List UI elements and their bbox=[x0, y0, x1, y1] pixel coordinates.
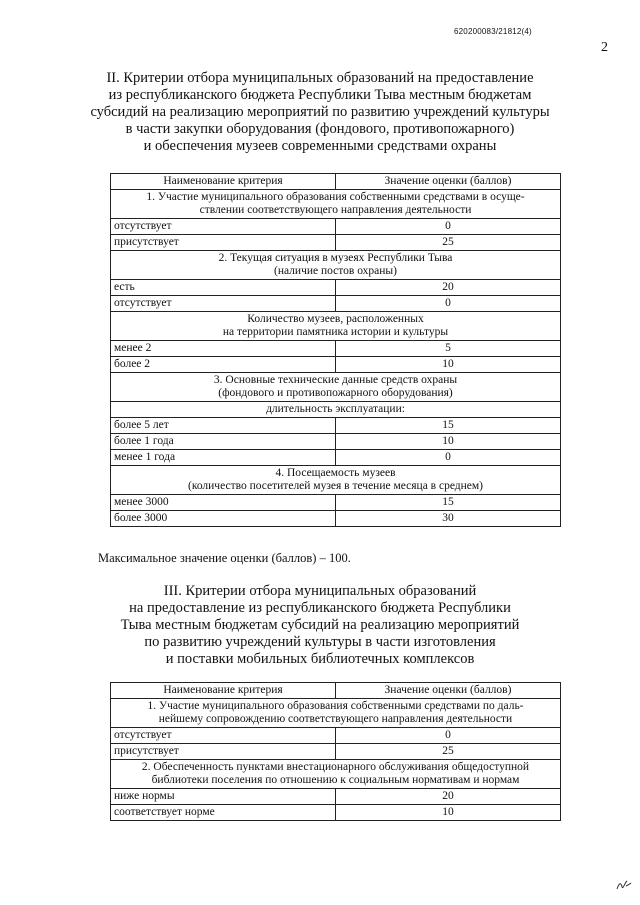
title-line: и обеспечения музеев современными средствами охраны bbox=[143, 138, 497, 154]
group-row bbox=[111, 190, 561, 219]
table-row bbox=[111, 450, 561, 466]
group-row bbox=[111, 402, 561, 418]
criterion-subgroup-museum-count bbox=[111, 312, 561, 341]
group-line: на территории памятника истории и культуры bbox=[222, 326, 449, 338]
table-row bbox=[111, 495, 561, 511]
table-row bbox=[111, 357, 561, 373]
group-line: библиотеки поселения по отношению к социальным нормативам и нормам bbox=[151, 774, 520, 786]
row-value: 15 bbox=[336, 418, 561, 434]
criterion-group-1 bbox=[111, 190, 561, 219]
row-value: 15 bbox=[336, 495, 561, 511]
table-row bbox=[111, 728, 561, 744]
row-value: 0 bbox=[336, 219, 561, 235]
group-line: (количество посетителей музея в течение месяца в среднем) bbox=[187, 480, 483, 492]
table-row bbox=[111, 235, 561, 251]
group-row bbox=[111, 251, 561, 280]
section-2-criteria-table bbox=[110, 173, 561, 527]
row-value: 25 bbox=[336, 744, 561, 760]
group-line: ствлении соответствующего направления деятельности bbox=[199, 204, 472, 216]
row-value: 0 bbox=[336, 728, 561, 744]
criterion-group-2 bbox=[111, 251, 561, 280]
group-line: 1. Участие муниципального образования собственными средствами по даль- bbox=[147, 700, 524, 712]
title-line: по развитию учреждений культуры в части изготовления bbox=[144, 634, 496, 650]
title-line: II. Критерии отбора муниципальных образований на предоставление bbox=[106, 70, 534, 86]
row-label: отсутствует bbox=[111, 728, 336, 744]
column-header-value: Значение оценки (баллов) bbox=[336, 174, 561, 190]
group-line: 3. Основные технические данные средств охраны bbox=[213, 374, 458, 386]
table-row bbox=[111, 341, 561, 357]
row-value: 30 bbox=[336, 511, 561, 527]
group-line: 4. Посещаемость музеев bbox=[275, 467, 396, 479]
row-label: присутствует bbox=[111, 744, 336, 760]
group-line: Количество музеев, расположенных bbox=[247, 313, 424, 325]
document-code: 620200083/21812(4) bbox=[454, 27, 532, 36]
group-row bbox=[111, 373, 561, 402]
criterion-group-4 bbox=[111, 466, 561, 495]
table-row bbox=[111, 296, 561, 312]
row-label: присутствует bbox=[111, 235, 336, 251]
title-line: на предоставление из республиканского бюджета Республики bbox=[129, 600, 511, 616]
table-header-row bbox=[111, 683, 561, 699]
table-row bbox=[111, 511, 561, 527]
row-label: отсутствует bbox=[111, 219, 336, 235]
title-line: в части закупки оборудования (фондового, противопожарного) bbox=[125, 121, 515, 137]
row-value: 10 bbox=[336, 805, 561, 821]
row-label: менее 1 года bbox=[111, 450, 336, 466]
row-label: более 3000 bbox=[111, 511, 336, 527]
row-value: 5 bbox=[336, 341, 561, 357]
max-score-note: Максимальное значение оценки (баллов) – 100. bbox=[98, 551, 351, 565]
row-value: 20 bbox=[336, 280, 561, 296]
row-label: отсутствует bbox=[111, 296, 336, 312]
group-line: 2. Текущая ситуация в музеях Республики Тыва bbox=[218, 252, 453, 264]
row-label: более 1 года bbox=[111, 434, 336, 450]
table-row bbox=[111, 219, 561, 235]
criterion-group-1 bbox=[111, 699, 561, 728]
criterion-group-3 bbox=[111, 373, 561, 402]
group-row bbox=[111, 466, 561, 495]
table-header-row bbox=[111, 174, 561, 190]
table-row bbox=[111, 744, 561, 760]
title-line: III. Критерии отбора муниципальных образований bbox=[163, 583, 477, 599]
row-value: 25 bbox=[336, 235, 561, 251]
column-header-criterion: Наименование критерия bbox=[111, 174, 336, 190]
group-row bbox=[111, 760, 561, 789]
section-2-title bbox=[0, 70, 640, 155]
row-label: менее 3000 bbox=[111, 495, 336, 511]
row-label: ниже нормы bbox=[111, 789, 336, 805]
section-3-criteria-table bbox=[110, 682, 561, 821]
table-row bbox=[111, 434, 561, 450]
title-line: Тыва местным бюджетам субсидий на реализацию мероприятий bbox=[120, 617, 520, 633]
group-line: 1. Участие муниципального образования собственными средствами в осуще- bbox=[146, 191, 525, 203]
group-line: (наличие постов охраны) bbox=[273, 265, 397, 277]
section-3-title bbox=[0, 583, 640, 668]
row-label: есть bbox=[111, 280, 336, 296]
row-label: более 5 лет bbox=[111, 418, 336, 434]
initials-signature-mark bbox=[616, 878, 632, 892]
row-label: менее 2 bbox=[111, 341, 336, 357]
group-line: 2. Обеспеченность пунктами внестационарного обслуживания общедоступной bbox=[141, 761, 530, 773]
group-row bbox=[111, 699, 561, 728]
row-label: соответствует норме bbox=[111, 805, 336, 821]
table-row bbox=[111, 789, 561, 805]
group-row bbox=[111, 312, 561, 341]
column-header-criterion: Наименование критерия bbox=[111, 683, 336, 699]
row-label: более 2 bbox=[111, 357, 336, 373]
group-line: (фондового и противопожарного оборудования) bbox=[218, 387, 453, 399]
group-line: нейшему сопровождению соответствующего направления деятельности bbox=[158, 713, 513, 725]
table-row bbox=[111, 418, 561, 434]
title-line: из республиканского бюджета Республики Тыва местным бюджетам bbox=[108, 87, 532, 103]
column-header-value: Значение оценки (баллов) bbox=[336, 683, 561, 699]
table-row bbox=[111, 280, 561, 296]
page-number: 2 bbox=[601, 40, 608, 55]
criterion-group-2 bbox=[111, 760, 561, 789]
row-value: 0 bbox=[336, 296, 561, 312]
row-value: 10 bbox=[336, 434, 561, 450]
title-line: и поставки мобильных библиотечных комплексов bbox=[165, 651, 475, 667]
row-value: 10 bbox=[336, 357, 561, 373]
title-line: субсидий на реализацию мероприятий по развитию учреждений культуры bbox=[90, 104, 550, 120]
criterion-subgroup-service-life: длительность эксплуатации: bbox=[111, 402, 561, 418]
table-row bbox=[111, 805, 561, 821]
row-value: 0 bbox=[336, 450, 561, 466]
row-value: 20 bbox=[336, 789, 561, 805]
